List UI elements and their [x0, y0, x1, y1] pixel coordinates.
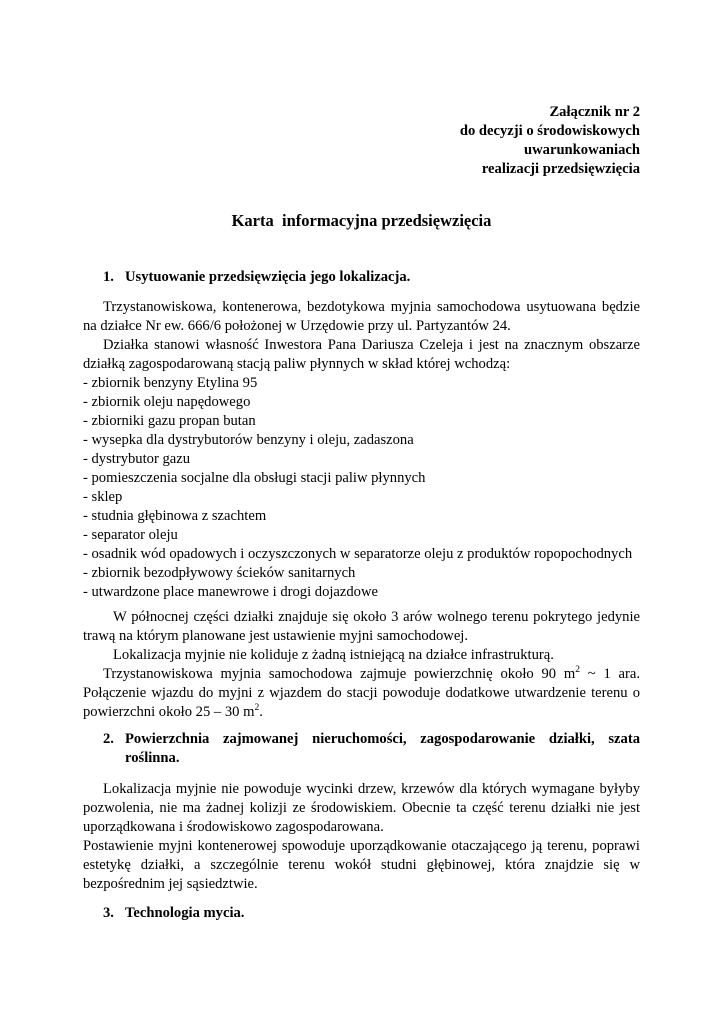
list-item: - dystrybutor gazu — [83, 451, 190, 467]
section-2-number: 2. — [103, 731, 114, 747]
superscript: 2 — [575, 665, 580, 676]
annex-header — [83, 103, 640, 179]
list-item: - sklep — [83, 489, 123, 505]
section-3-heading — [83, 904, 640, 923]
facility-list — [83, 374, 640, 602]
annex-header-line-4: realizacji przedsięwzięcia — [481, 161, 640, 177]
list-item: - zbiornik oleju napędowego — [83, 394, 251, 410]
section-2-heading — [83, 730, 640, 768]
list-item: - pomieszczenia socjalne dla obsługi stacji paliw płynnych — [83, 470, 426, 486]
section-1-paragraph-4: Lokalizacja myjnie nie koliduje z żadną istniejącą na działce infrastrukturą. — [113, 647, 554, 663]
section-3-number: 3. — [103, 905, 114, 921]
superscript: 2 — [254, 703, 260, 714]
section-1-paragraph-1: Trzystanowiskowa, kontenerowa, bezdotykowa myjnia samochodowa usytuowana będzie na działce Nr ew. 666/6 położonej w Urzędowie przy ul. Partyzantów 24. — [83, 299, 640, 334]
annex-header-line-1: Załącznik nr 2 — [549, 104, 640, 120]
list-item: - utwardzone place manewrowe i drogi dojazdowe — [83, 584, 378, 600]
section-2-paragraph-2: Postawienie myjni kontenerowej spowoduje uporządkowanie otaczającego ją terenu, poprawi estetykę działki, a szczególnie terenu wokół studni głębinowej, która znajdzie się w bezpośrednim jej sąsiedztwie. — [83, 838, 640, 892]
list-item: - zbiornik bezodpływowy ścieków sanitarnych — [83, 565, 356, 581]
list-item: - zbiornik benzyny Etylina 95 — [83, 375, 258, 391]
document-title: Karta informacyjna przedsięwzięcia — [231, 211, 492, 230]
list-item: - wysepka dla dystrybutorów benzyny i oleju, zadaszona — [83, 432, 414, 448]
section-2-heading-text: Powierzchnia zajmowanej nieruchomości, zagospodarowanie działki, szata roślinna. — [125, 731, 640, 766]
section-3-heading-text: Technologia mycia. — [125, 905, 245, 921]
section-2-paragraph-1: Lokalizacja myjnie nie powoduje wycinki drzew, krzewów dla których wymagane byłyby pozwolenia, nie ma żadnej kolizji ze środowiskiem. Obecnie ta część terenu działki nie jest uporządkowana i środowiskowo zagospodarowana. — [83, 781, 640, 835]
paragraph-text: ~ 1 ara. Połączenie wjazdu do myjni z wjazdem do stacji powoduje dodatkowe utwardzenie terenu o powierzchni około 25 – 30 m — [83, 666, 640, 720]
section-1-number: 1. — [103, 269, 114, 285]
list-item: - osadnik wód opadowych i oczyszczonych w separatorze oleju z produktów ropopochodnych — [83, 546, 633, 562]
paragraph-text: . — [259, 704, 263, 720]
paragraph-text: Trzystanowiskowa myjnia samochodowa zajmuje powierzchnię około 90 m — [103, 666, 576, 682]
section-1-paragraph-5 — [83, 665, 640, 722]
annex-header-line-2: do decyzji o środowiskowych — [459, 123, 640, 139]
section-1-heading-text: Usytuowanie przedsięwzięcia jego lokalizacja. — [125, 269, 411, 285]
list-item: - zbiorniki gazu propan butan — [83, 413, 256, 429]
section-1-paragraph-3: W północnej części działki znajduje się około 3 arów wolnego terenu pokrytego jedynie trawą na którym planowane jest ustawienie myjni samochodowej. — [83, 609, 640, 644]
annex-header-line-3: uwarunkowaniach — [524, 142, 640, 158]
section-1-heading — [83, 268, 640, 287]
list-item: - separator oleju — [83, 527, 178, 543]
list-item: - studnia głębinowa z szachtem — [83, 508, 267, 524]
section-1-paragraph-2: Działka stanowi własność Inwestora Pana Dariusza Czeleja i jest na znacznym obszarze działką zagospodarowaną stacją paliw płynnych w skład której wchodzą: — [83, 337, 640, 372]
